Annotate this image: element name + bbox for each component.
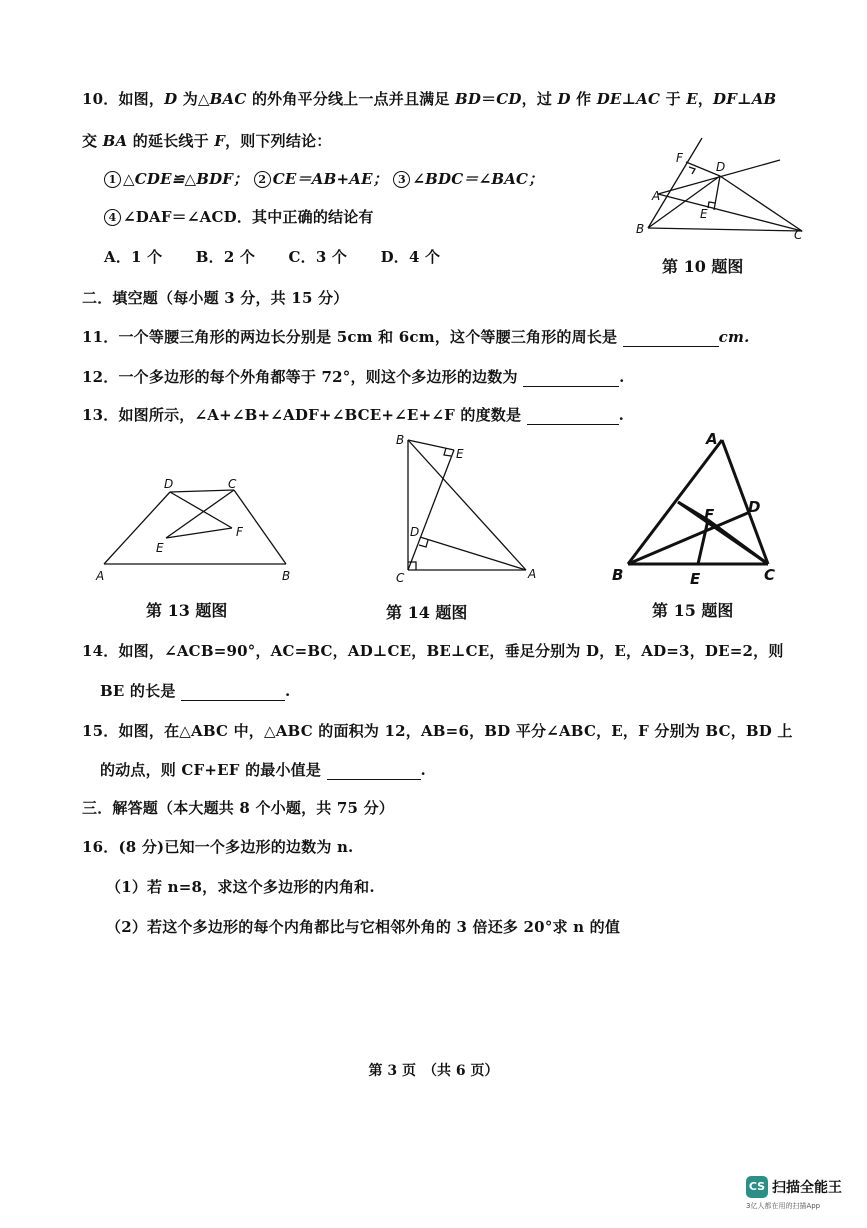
circled-number: 2 (254, 171, 271, 188)
q10-conclusion-4: 4 ∠DAF＝∠ACD．其中正确的结论有 (104, 206, 374, 227)
fig10-label-B: B (636, 222, 645, 236)
q11: 11．一个等腰三角形的两边长分别是 5cm 和 6cm，这个等腰三角形的周长是 cm. (82, 328, 750, 346)
section-2-heading: 二．填空题（每小题 3 分，共 15 分） (82, 289, 349, 307)
fig14-label-B: B (396, 433, 405, 447)
fig10-label-F: F (676, 151, 683, 165)
scanner-watermark (746, 1176, 861, 1211)
q15-line2: 的动点，则 CF+EF 的最小值是 . (100, 761, 426, 779)
fig14-label-C: C (396, 571, 405, 585)
q13: 13．如图所示，∠A+∠B+∠ADF+∠BCE+∠E+∠F 的度数是 . (82, 406, 625, 424)
option-c: C．3 个 (288, 248, 348, 266)
answer-blank[interactable] (327, 765, 421, 780)
fig14-label-D: D (410, 525, 420, 539)
fig13-label-E: E (156, 541, 164, 555)
q14-line2: BE 的长是 . (100, 682, 291, 700)
fig14-label-A: A (528, 567, 537, 581)
fig13-caption: 第 13 题图 (146, 601, 228, 620)
fig15-label-F: F (704, 506, 715, 524)
fig15-label-E: E (690, 570, 701, 588)
q12: 12．一个多边形的每个外角都等于 72°，则这个多边形的边数为 . (82, 368, 625, 386)
circled-number: 3 (393, 171, 410, 188)
answer-blank[interactable] (181, 686, 285, 701)
fig10-caption: 第 10 题图 (662, 257, 744, 276)
fig13-label-A: A (96, 569, 105, 583)
option-d: D．4 个 (380, 248, 441, 266)
fig13-label-B: B (282, 569, 291, 583)
page-footer: 第 3 页 （共 6 页） (368, 1063, 499, 1079)
watermark-subtitle: 3亿人都在用的扫描App (746, 1202, 821, 1210)
fig14-caption: 第 14 题图 (386, 603, 468, 622)
fig15-label-C: C (764, 566, 776, 584)
answer-blank[interactable] (623, 332, 719, 347)
fig10-label-C: C (794, 228, 803, 242)
cs-logo-icon: CS (746, 1176, 768, 1198)
q14-line1: 14．如图，∠ACB=90°，AC=BC，AD⊥CE，BE⊥CE，垂足分别为 D，E，AD=3，DE=2，则 (82, 642, 784, 660)
fig13-label-D: D (164, 477, 174, 491)
fig13-label-F: F (236, 525, 243, 539)
figure-14 (392, 430, 552, 585)
fig10-label-E: E (700, 207, 708, 221)
answer-blank[interactable] (527, 410, 619, 425)
fig15-label-D: D (748, 498, 761, 516)
watermark-name: 扫描全能王 (772, 1180, 842, 1196)
section-3-heading: 三．解答题（本大题共 8 个小题，共 75 分） (82, 799, 395, 817)
circled-number: 1 (104, 171, 121, 188)
q16-stem: 16．(8 分)已知一个多边形的边数为 n. (82, 838, 354, 856)
q15-line1: 15．如图，在△ABC 中，△ABC 的面积为 12，AB=6，BD 平分∠ABC，E，F 分别为 BC，BD 上 (82, 722, 793, 740)
q16-part2: （2）若这个多边形的每个内角都比与它相邻外角的 3 倍还多 20°求 n 的值 (106, 918, 621, 936)
answer-blank[interactable] (523, 372, 619, 387)
fig15-caption: 第 15 题图 (652, 601, 734, 620)
option-a: A．1 个 (104, 248, 163, 266)
q16-part1: （1）若 n=8，求这个多边形的内角和. (106, 878, 375, 896)
option-b: B．2 个 (195, 248, 256, 266)
q10-options (104, 246, 440, 267)
fig10-label-A: A (652, 189, 661, 203)
fig14-label-E: E (456, 447, 464, 461)
fig15-label-A: A (706, 430, 718, 448)
q10-line1: 10．如图，D 为△BAC 的外角平分线上一点并且满足 BD＝CD，过 D 作 DE⊥AC 于 E，DF⊥AB (82, 90, 777, 108)
figure-15 (610, 430, 790, 588)
figure-10 (630, 136, 810, 241)
circled-number: 4 (104, 209, 121, 226)
q10-line2: 交 BA 的延长线于 F，则下列结论： (82, 132, 332, 150)
figure-13 (92, 474, 302, 584)
q10-conclusions-1-3: 1 △CDE≌△BDF； 2 CE＝AB+AE； 3 ∠BDC＝∠BAC； (104, 168, 543, 189)
fig15-label-B: B (612, 566, 624, 584)
fig10-label-D: D (716, 160, 726, 174)
fig13-label-C: C (228, 477, 237, 491)
